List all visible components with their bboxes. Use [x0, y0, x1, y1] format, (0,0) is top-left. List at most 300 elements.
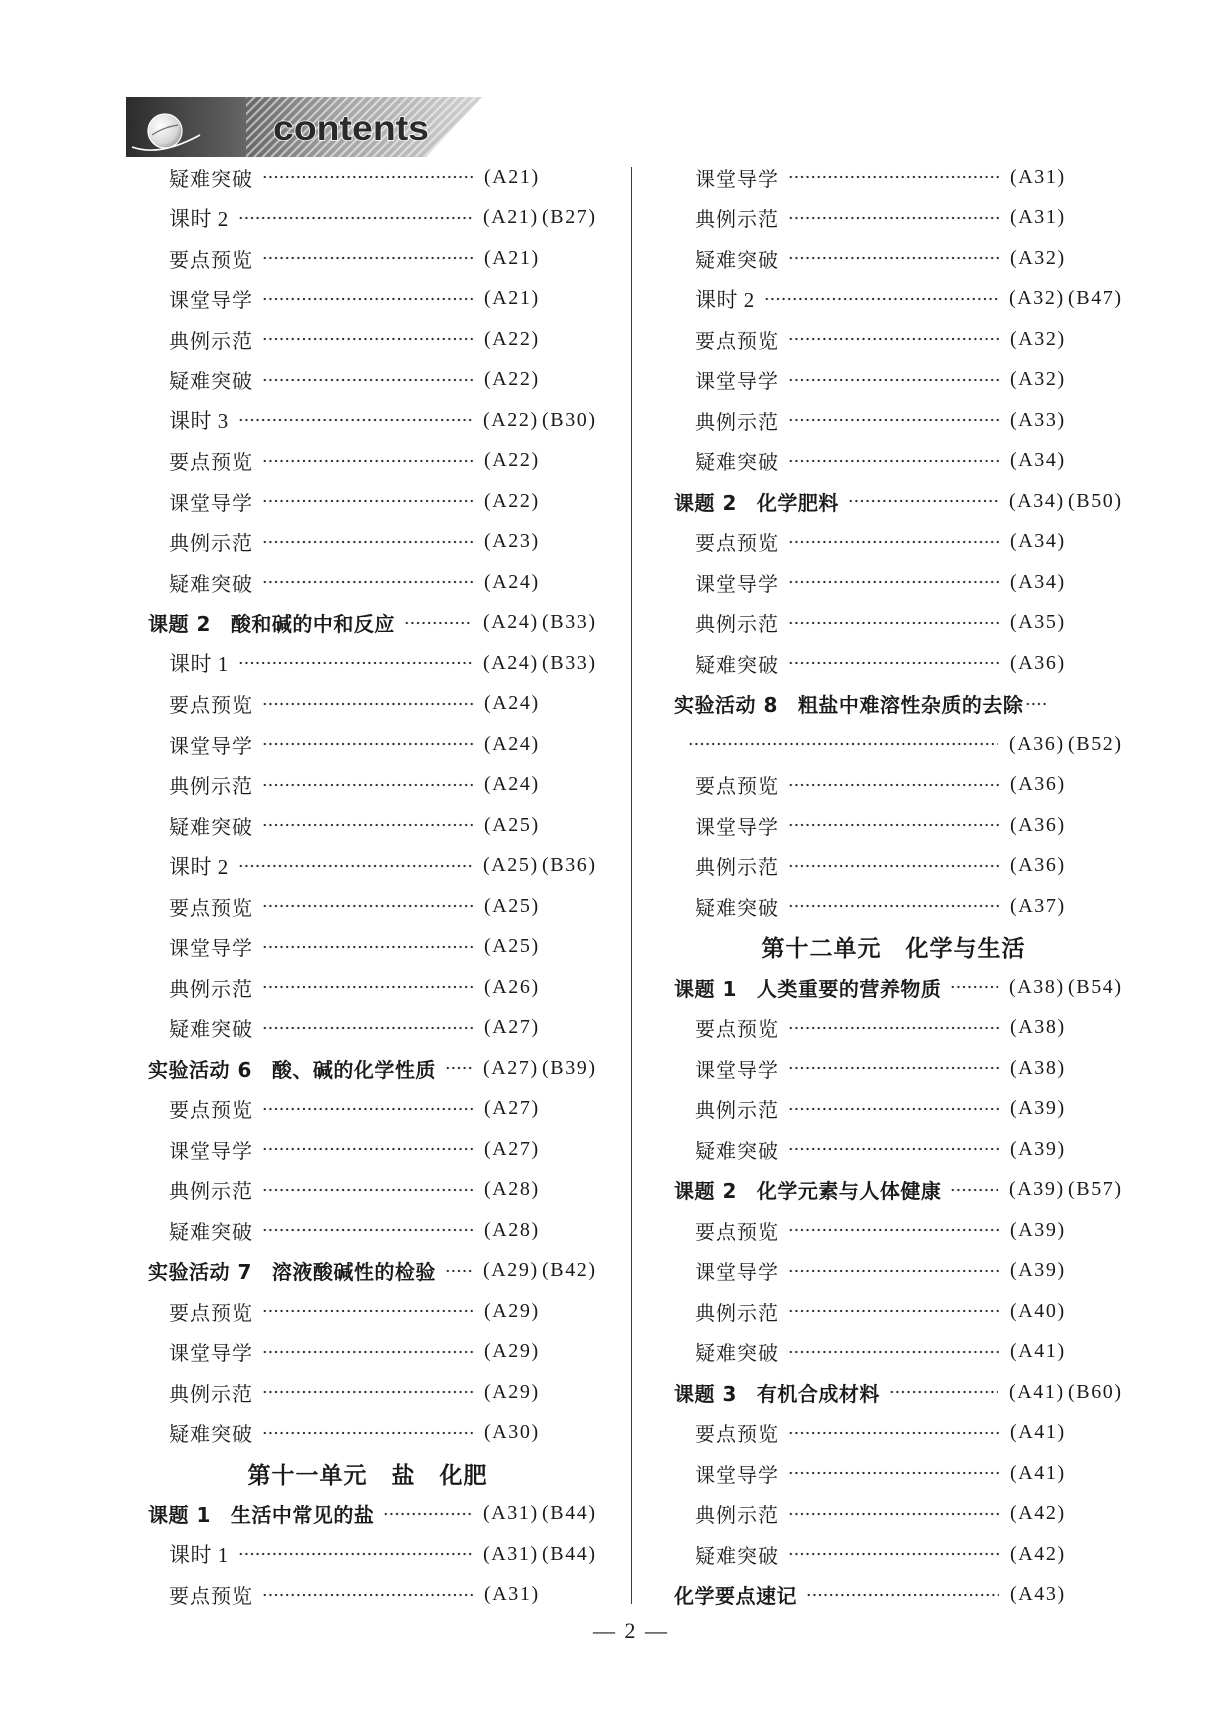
page-ref: (A24) — [483, 651, 539, 674]
dot-leader — [788, 376, 999, 384]
page-ref: (A39) — [1009, 1178, 1065, 1201]
page-refs — [483, 1259, 601, 1282]
page-ref: (A42) — [1010, 1502, 1066, 1525]
entry-label: 典例示范 — [169, 1179, 253, 1204]
toc-lesson-entry — [148, 643, 601, 684]
page-ref: (A25) — [484, 935, 540, 958]
page-ref: (B57) — [1068, 1178, 1123, 1201]
page-refs — [484, 1016, 601, 1039]
dot-leader — [848, 497, 998, 505]
toc-item-entry — [148, 684, 601, 725]
entry-label: 课堂导学 — [169, 288, 253, 313]
page-ref: (B44) — [542, 1542, 597, 1565]
entry-label: 课堂导学 — [695, 814, 779, 839]
dot-leader — [788, 173, 999, 181]
page-ref: (B54) — [1068, 975, 1123, 998]
page-refs — [1010, 247, 1127, 270]
entry-label: 课题 3 — [674, 1381, 737, 1406]
page-refs — [484, 976, 601, 999]
toc-item-entry — [148, 238, 601, 279]
toc-item-entry — [148, 886, 601, 927]
dot-leader — [764, 295, 998, 303]
entry-label: 疑难突破 — [169, 166, 253, 191]
page-refs — [484, 571, 601, 594]
dot-leader — [404, 619, 472, 627]
page-refs — [1010, 1219, 1127, 1242]
toc-item-entry — [674, 603, 1127, 644]
page-refs — [1009, 1178, 1127, 1201]
page-refs — [1010, 1340, 1127, 1363]
entry-label: 化学要点速记 — [674, 1584, 797, 1609]
toc-item-entry — [674, 522, 1127, 563]
dot-leader — [788, 902, 999, 910]
page-ref: (A29) — [484, 1380, 540, 1403]
page-refs — [484, 733, 601, 756]
page-ref: (A24) — [484, 732, 540, 755]
column-divider — [631, 167, 632, 1604]
page-refs — [483, 1057, 601, 1080]
toc-lesson-entry — [148, 198, 601, 239]
entry-label: 疑难突破 — [169, 814, 253, 839]
page-refs — [1010, 1259, 1127, 1282]
dot-leader — [788, 781, 999, 789]
page-ref: (A23) — [484, 530, 540, 553]
page-refs — [483, 611, 601, 634]
dot-leader — [788, 1469, 999, 1477]
entry-label: 课题 1 — [148, 1503, 211, 1528]
dot-leader — [262, 335, 473, 343]
page-refs — [484, 814, 601, 837]
page-ref: (A41) — [1009, 1380, 1065, 1403]
page-ref: (A42) — [1010, 1542, 1066, 1565]
dot-leader — [262, 1145, 473, 1153]
toc-item-entry — [674, 360, 1127, 401]
dot-leader — [262, 457, 473, 465]
page-refs — [484, 1421, 601, 1444]
page-ref: (A38) — [1010, 1056, 1066, 1079]
page-ref: (B27) — [542, 206, 597, 229]
page-ref: (A21) — [483, 206, 539, 229]
toc-item-entry — [148, 1291, 601, 1332]
page-refs — [484, 773, 601, 796]
entry-label: 疑难突破 — [169, 571, 253, 596]
page-refs — [484, 449, 601, 472]
page-refs — [1010, 814, 1127, 837]
page-refs — [1009, 976, 1127, 999]
toc-item-entry — [674, 1534, 1127, 1575]
dot-leader — [262, 173, 473, 181]
dot-leader — [262, 1591, 473, 1599]
dot-leader — [788, 538, 999, 546]
page-refs — [483, 1543, 601, 1566]
entry-label: 疑难突破 — [695, 450, 779, 475]
page-refs — [1010, 1462, 1127, 1485]
toc-item-entry — [148, 927, 601, 968]
dot-leader — [262, 578, 473, 586]
entry-label: 要点预览 — [695, 1017, 779, 1042]
toc-item-entry — [148, 1210, 601, 1251]
dot-leader — [1025, 700, 1047, 708]
toc-item-entry — [148, 724, 601, 765]
page-refs — [1009, 733, 1127, 756]
page-refs — [1010, 571, 1127, 594]
toc-item-entry — [674, 562, 1127, 603]
page-refs — [484, 287, 601, 310]
dot-leader — [788, 1429, 999, 1437]
toc-heading-entry — [674, 1575, 1127, 1616]
page-ref: (A24) — [484, 570, 540, 593]
dot-leader — [445, 1064, 472, 1072]
page-ref: (A40) — [1010, 1299, 1066, 1322]
contents-banner — [126, 97, 482, 157]
entry-label: 要点预览 — [169, 247, 253, 272]
page-ref: (A37) — [1010, 894, 1066, 917]
page-ref: (A29) — [484, 1340, 540, 1363]
entry-title: 有机合成材料 — [756, 1381, 880, 1406]
entry-label: 典例示范 — [169, 774, 253, 799]
toc-left-column — [148, 157, 601, 1615]
dot-leader — [262, 1186, 473, 1194]
page-refs — [483, 652, 601, 675]
dot-leader — [788, 1145, 999, 1153]
page-ref: (A25) — [484, 813, 540, 836]
page-refs — [1010, 368, 1127, 391]
dot-leader — [238, 214, 472, 222]
unit-heading-text: 第十二单元 化学与生活 — [761, 936, 1026, 963]
page-ref: (A32) — [1010, 246, 1066, 269]
entry-label: 课堂导学 — [169, 936, 253, 961]
page-ref: (A28) — [484, 1218, 540, 1241]
toc-item-entry — [148, 967, 601, 1008]
page-refs — [484, 1300, 601, 1323]
dot-leader — [788, 1024, 999, 1032]
dot-leader — [238, 416, 472, 424]
page-refs — [484, 530, 601, 553]
toc-item-entry — [674, 441, 1127, 482]
page-ref: (A36) — [1010, 813, 1066, 836]
dot-leader — [788, 1105, 999, 1113]
page-refs — [484, 166, 601, 189]
dot-leader — [262, 740, 473, 748]
toc-item-entry — [674, 846, 1127, 887]
page-ref: (B33) — [542, 651, 597, 674]
page-number: — 2 — — [593, 1618, 669, 1643]
toc-item-entry — [148, 765, 601, 806]
dot-leader — [445, 1267, 472, 1275]
entry-label: 要点预览 — [695, 531, 779, 556]
toc-item-entry — [674, 1048, 1127, 1089]
entry-label: 典例示范 — [169, 1381, 253, 1406]
page-refs — [1010, 773, 1127, 796]
page-ref: (B39) — [542, 1056, 597, 1079]
page-ref: (A41) — [1010, 1340, 1066, 1363]
entry-label: 疑难突破 — [169, 1017, 253, 1042]
entry-label: 课堂导学 — [695, 1057, 779, 1082]
page-ref: (A35) — [1010, 611, 1066, 634]
dot-leader — [788, 862, 999, 870]
page-ref: (A39) — [1010, 1097, 1066, 1120]
page-ref: (A21) — [484, 246, 540, 269]
page-refs — [484, 1097, 601, 1120]
dot-leader — [262, 497, 473, 505]
entry-label: 课堂导学 — [169, 1138, 253, 1163]
page-ref: (A27) — [484, 1016, 540, 1039]
toc-lesson-entry — [148, 846, 601, 887]
entry-label: 疑难突破 — [169, 369, 253, 394]
toc-item-entry — [674, 805, 1127, 846]
dot-leader — [262, 943, 473, 951]
dot-leader — [262, 1429, 473, 1437]
page-refs — [483, 409, 601, 432]
entry-label: 典例示范 — [695, 1098, 779, 1123]
dot-leader — [262, 295, 473, 303]
dot-leader — [889, 1388, 998, 1396]
toc-item-entry — [148, 441, 601, 482]
dot-leader — [688, 740, 998, 748]
toc-item-entry — [674, 643, 1127, 684]
entry-label: 要点预览 — [169, 1300, 253, 1325]
page-refs — [1010, 449, 1127, 472]
toc-item-entry — [148, 1089, 601, 1130]
entry-label: 课堂导学 — [695, 571, 779, 596]
toc-lesson-entry — [148, 400, 601, 441]
page-refs — [1010, 1057, 1127, 1080]
page-refs — [484, 1583, 601, 1606]
dot-leader — [806, 1591, 999, 1599]
page-ref: (A32) — [1010, 368, 1066, 391]
entry-label: 要点预览 — [169, 895, 253, 920]
page-ref: (A31) — [483, 1502, 539, 1525]
entry-label: 课时 2 — [169, 206, 229, 231]
dot-leader — [950, 1186, 998, 1194]
dot-leader — [238, 1550, 472, 1558]
dot-leader — [788, 254, 999, 262]
entry-label: 课题 2 — [674, 490, 737, 515]
page-refs — [484, 692, 601, 715]
toc-item-entry — [674, 1210, 1127, 1251]
toc-lesson-entry — [674, 279, 1127, 320]
entry-label: 典例示范 — [695, 1300, 779, 1325]
entry-label: 疑难突破 — [695, 1138, 779, 1163]
page-ref: (A22) — [484, 449, 540, 472]
entry-title: 酸、碱的化学性质 — [271, 1057, 436, 1082]
toc-item-entry — [674, 400, 1127, 441]
entry-label: 典例示范 — [695, 612, 779, 637]
page-refs — [483, 1502, 601, 1525]
dot-leader — [788, 457, 999, 465]
toc-item-entry — [148, 562, 601, 603]
page-refs — [1010, 611, 1127, 634]
page-ref: (B60) — [1068, 1380, 1123, 1403]
entry-title: 人类重要的营养物质 — [756, 976, 942, 1001]
page-refs — [1010, 530, 1127, 553]
dot-leader — [262, 821, 473, 829]
toc-item-entry — [148, 1575, 601, 1616]
dot-leader — [788, 1307, 999, 1315]
entry-label: 实验活动 7 — [148, 1260, 252, 1285]
dot-leader — [788, 659, 999, 667]
toc-item-entry — [148, 1129, 601, 1170]
toc-item-entry — [674, 1332, 1127, 1373]
page-ref: (A28) — [484, 1178, 540, 1201]
entry-label: 课堂导学 — [695, 1462, 779, 1487]
page-refs — [1010, 854, 1127, 877]
page-refs — [1010, 1016, 1127, 1039]
entry-label: 典例示范 — [695, 855, 779, 880]
page-refs — [484, 247, 601, 270]
page-refs — [1010, 1421, 1127, 1444]
toc-item-entry — [148, 279, 601, 320]
dot-leader — [788, 416, 999, 424]
page-ref: (A34) — [1010, 449, 1066, 472]
page-ref: (A34) — [1009, 489, 1065, 512]
toc-item-entry — [148, 1332, 601, 1373]
page-ref: (B50) — [1068, 489, 1123, 512]
toc-heading-entry — [674, 684, 1127, 725]
page-ref: (A22) — [483, 408, 539, 431]
toc-item-entry — [148, 805, 601, 846]
entry-label: 实验活动 6 — [148, 1057, 252, 1082]
page-refs — [1010, 652, 1127, 675]
page-ref: (A32) — [1009, 287, 1065, 310]
entry-label: 课题 2 — [148, 612, 211, 637]
page-refs — [484, 1219, 601, 1242]
toc-right-column — [674, 157, 1127, 1615]
dot-leader — [262, 1348, 473, 1356]
dot-leader — [788, 1550, 999, 1558]
page-ref: (A39) — [1010, 1137, 1066, 1160]
page-refs — [484, 1178, 601, 1201]
entry-label: 要点预览 — [695, 1219, 779, 1244]
entry-label: 要点预览 — [169, 1098, 253, 1123]
dot-leader — [788, 1064, 999, 1072]
page-refs — [1010, 206, 1127, 229]
page-ref: (A34) — [1010, 530, 1066, 553]
page-refs — [1009, 490, 1127, 513]
page-ref: (A31) — [1010, 206, 1066, 229]
page-ref: (A24) — [484, 692, 540, 715]
dot-leader — [950, 983, 998, 991]
page-ref: (A27) — [483, 1056, 539, 1079]
page-ref: (B42) — [542, 1259, 597, 1282]
dot-leader — [262, 1307, 473, 1315]
dot-leader — [788, 1267, 999, 1275]
page-ref: (A36) — [1010, 773, 1066, 796]
page-refs — [484, 935, 601, 958]
unit-heading — [674, 927, 1127, 968]
entry-label: 要点预览 — [169, 450, 253, 475]
dot-leader — [383, 1510, 472, 1518]
page-ref: (A26) — [484, 975, 540, 998]
entry-title: 生活中常见的盐 — [230, 1503, 375, 1528]
dot-leader — [238, 659, 472, 667]
entry-title: 化学肥料 — [756, 490, 839, 515]
toc-item-entry — [148, 522, 601, 563]
entry-label: 疑难突破 — [695, 895, 779, 920]
page-ref: (A24) — [484, 773, 540, 796]
page-refs — [1009, 1381, 1127, 1404]
entry-label: 课堂导学 — [169, 490, 253, 515]
page-ref: (A36) — [1009, 732, 1065, 755]
page-refs — [1009, 287, 1127, 310]
toc-heading-entry — [148, 603, 601, 644]
toc-item-entry — [674, 157, 1127, 198]
entry-label: 课时 1 — [169, 652, 229, 677]
toc-item-entry — [148, 157, 601, 198]
toc-lesson-entry — [148, 1534, 601, 1575]
entry-label: 疑难突破 — [695, 247, 779, 272]
page-refs — [484, 895, 601, 918]
page-ref: (A29) — [483, 1259, 539, 1282]
page-ref: (A38) — [1010, 1016, 1066, 1039]
dot-leader — [262, 983, 473, 991]
page-ref: (A36) — [1010, 651, 1066, 674]
entry-label: 疑难突破 — [695, 1543, 779, 1568]
page-ref: (A21) — [484, 287, 540, 310]
toc-item-entry — [148, 1372, 601, 1413]
page-ref: (B47) — [1068, 287, 1123, 310]
toc-continuation-entry — [674, 724, 1127, 765]
toc-heading-entry — [148, 1251, 601, 1292]
page-refs — [484, 1381, 601, 1404]
page-refs — [1010, 895, 1127, 918]
page-ref: (A41) — [1010, 1461, 1066, 1484]
page-refs — [1010, 1583, 1127, 1606]
entry-label: 疑难突破 — [695, 1341, 779, 1366]
page-ref: (A33) — [1010, 408, 1066, 431]
toc-heading-entry — [674, 481, 1127, 522]
entry-label: 课堂导学 — [695, 1260, 779, 1285]
page-refs — [1010, 328, 1127, 351]
toc-item-entry — [674, 238, 1127, 279]
page-refs — [1010, 1138, 1127, 1161]
entry-label: 课时 1 — [169, 1543, 229, 1568]
toc-item-entry — [148, 360, 601, 401]
page-refs — [484, 368, 601, 391]
page-ref: (B44) — [542, 1502, 597, 1525]
toc-item-entry — [674, 198, 1127, 239]
entry-label: 课时 2 — [695, 287, 755, 312]
entry-label: 课堂导学 — [169, 1341, 253, 1366]
toc-item-entry — [674, 1291, 1127, 1332]
page-refs — [1010, 166, 1127, 189]
page-refs — [484, 1340, 601, 1363]
dot-leader — [262, 781, 473, 789]
page-refs — [1010, 409, 1127, 432]
page-ref: (A31) — [1010, 165, 1066, 188]
entry-label: 课题 1 — [674, 976, 737, 1001]
toc-item-entry — [674, 1129, 1127, 1170]
page-ref: (A39) — [1010, 1218, 1066, 1241]
toc-item-entry — [674, 1008, 1127, 1049]
page-ref: (B33) — [542, 611, 597, 634]
page-ref: (A31) — [483, 1542, 539, 1565]
toc-item-entry — [674, 886, 1127, 927]
entry-label: 课时 3 — [169, 409, 229, 434]
entry-title: 粗盐中难溶性杂质的去除 — [797, 693, 1024, 718]
entry-label: 典例示范 — [169, 328, 253, 353]
toc-heading-entry — [674, 1372, 1127, 1413]
toc-item-entry — [674, 1089, 1127, 1130]
page-refs — [484, 328, 601, 351]
entry-label: 要点预览 — [695, 328, 779, 353]
entry-label: 课堂导学 — [169, 733, 253, 758]
page-ref: (A22) — [484, 489, 540, 512]
entry-label: 典例示范 — [169, 531, 253, 556]
entry-label: 疑难突破 — [169, 1219, 253, 1244]
entry-title: 化学元素与人体健康 — [756, 1179, 942, 1204]
entry-label: 课时 2 — [169, 854, 229, 879]
